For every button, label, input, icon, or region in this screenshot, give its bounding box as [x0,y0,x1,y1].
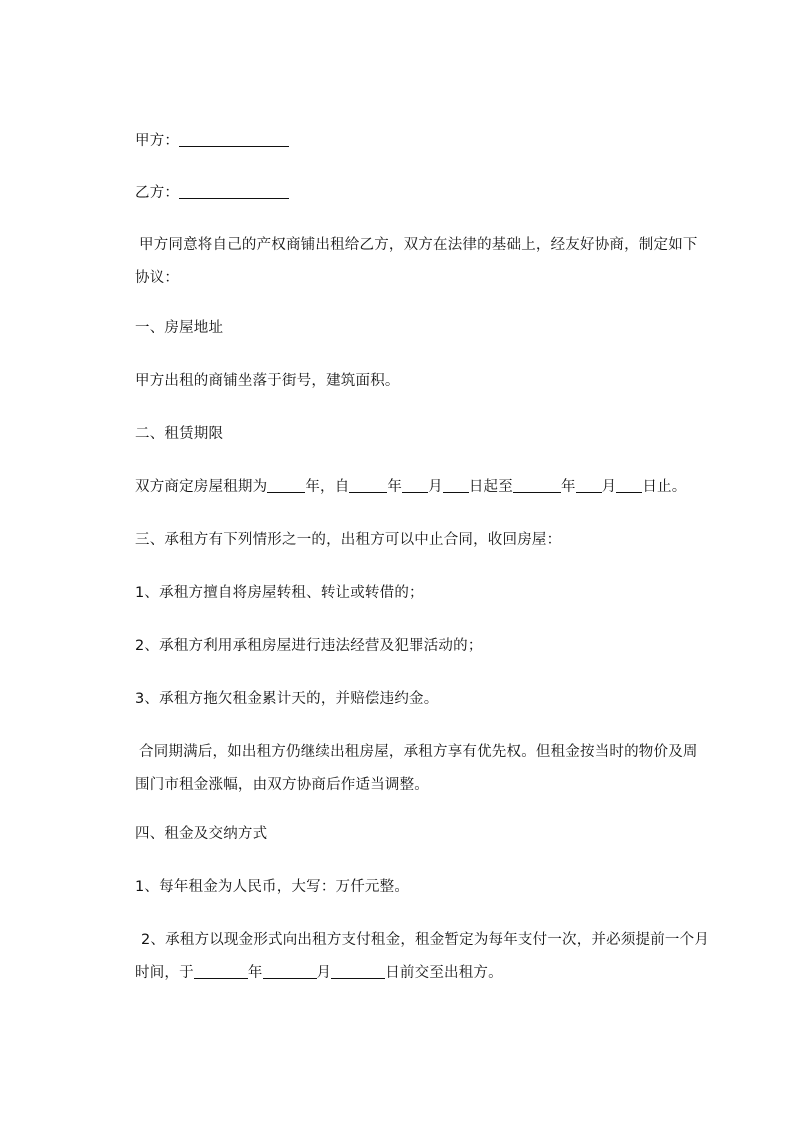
party-b-line [135,177,710,210]
term-text-5: 日起至 [468,479,513,495]
party-a-label: 甲方： [135,133,180,149]
list-item: 3、承租方拖欠租金累计天的，并赔偿违约金。 [135,691,439,707]
section3-heading: 三、承租方有下列情形之一的，出租方可以中止合同，收回房屋： [135,532,562,548]
start-day-blank[interactable] [443,478,469,493]
start-year-blank[interactable] [349,478,387,493]
payment-day-blank[interactable] [331,964,385,979]
payment-month-blank[interactable] [263,964,317,979]
party-a-line [135,125,710,158]
payment-text-1: 2、承租方以现金形式向出租方支付租金，租金暂定为每年支付一次，并必须提前一个月时间，于 [135,932,710,981]
end-month-blank[interactable] [576,478,602,493]
section2-heading: 二、租赁期限 [135,426,224,442]
section1-text: 甲方出租的商铺坐落于街号，建筑面积。 [135,373,400,389]
term-text-4: 月 [428,479,443,495]
end-day-blank[interactable] [616,478,642,493]
term-text-6: 年 [560,479,576,495]
payment-text-2: 年 [247,965,263,981]
term-text-1: 双方商定房屋租期为 [135,479,268,495]
list-item: 1、承租方擅自将房屋转租、转让或转借的； [135,585,424,601]
start-month-blank[interactable] [402,478,428,493]
payment-paragraph [135,924,710,990]
party-a-blank[interactable] [179,132,289,147]
section1-heading: 一、房屋地址 [135,320,224,336]
party-b-blank[interactable] [179,184,289,199]
term-text-7: 月 [601,479,617,495]
renewal-paragraph: 合同期满后，如出租方仍继续出租房屋，承租方享有优先权。但租金按当时的物价及周围门市租金涨幅，由双方协商后作适当调整。 [135,744,698,793]
party-b-label: 乙方： [135,185,180,201]
payment-text-3: 月 [316,965,332,981]
payment-text-4: 日前交至出租方。 [385,965,503,981]
term-text-8: 日止。 [642,479,687,495]
end-year-blank[interactable] [513,478,561,493]
payment-year-blank[interactable] [194,964,248,979]
term-years-blank[interactable] [267,478,305,493]
term-text-3: 年 [387,479,403,495]
list-item: 2、承租方利用承租房屋进行违法经营及犯罪活动的； [135,638,483,654]
intro-paragraph: 甲方同意将自己的产权商铺出租给乙方，双方在法律的基础上，经友好协商，制定如下协议： [135,237,698,286]
rent-amount-line: 1、每年租金为人民币，大写：万仟元整。 [135,879,410,895]
term-text-2: 年，自 [305,479,350,495]
lease-term-line [135,471,710,504]
section4-heading: 四、租金及交纳方式 [135,826,268,842]
